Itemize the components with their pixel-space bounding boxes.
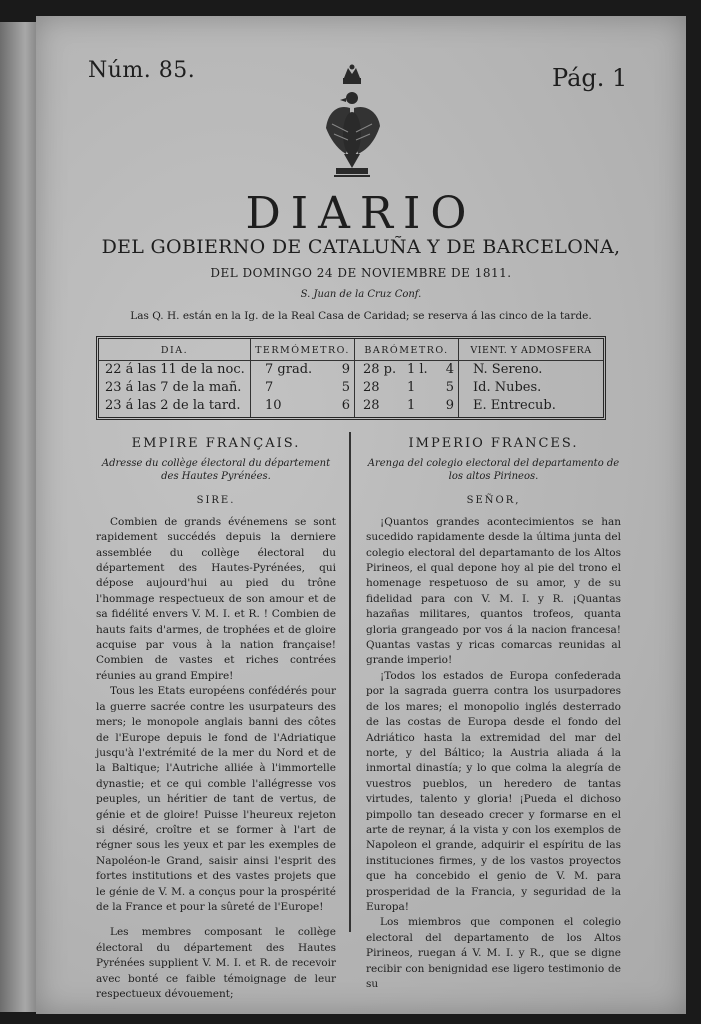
weather-cell: 6 (341, 398, 350, 413)
weather-row (355, 397, 458, 415)
column-heading: EMPIRE FRANÇAIS. (131, 436, 301, 451)
weather-cell: 1 l. (407, 362, 428, 377)
weather-cell: 1 (407, 380, 416, 395)
weather-cell: 22 á las 11 de la noc. (105, 362, 245, 377)
page-number: Pág. 1 (552, 64, 628, 92)
weather-cell: 28 (363, 380, 380, 395)
column-divider (349, 432, 351, 932)
church-notice: Las Q. H. están en la Ig. de la Real Casa de Caridad; se reserva á las cinco de la tarde. (130, 310, 592, 322)
salutation: SEÑOR, (466, 495, 521, 507)
weather-row (355, 361, 458, 379)
weather-cell: Id. Nubes. (473, 380, 542, 395)
weather-cell: 1 (407, 398, 416, 413)
weather-col-viento (459, 339, 603, 417)
weather-row (251, 397, 354, 415)
paragraph: ¡Todos los estados de Europa confederada por la sagrada guerra contra los usurpadores de los mares; el monopolio inglés desterrado de las costas de Europa desde el fondo del Adriático hasta la extremidad del mar del norte, y del Báltico; la Austria aliada á la inmortal dinastía; y lo que colma la alegría de vuestros pueblos, un heredero de tantas virtudes, talento y gloria! ¡Pueda el dichoso pimpollo tan deseado crecer y formarse en el arte de reynar, á la vista y con los exemplos de Napoleon el grande, adquirir el espíritu de las instituciones firmes, y de los vastos proyectos que ha concebido el genio de V. M. para prosperidad de la Francia, y seguridad de la Europa! (366, 669, 621, 913)
weather-cell: 23 á las 7 de la mañ. (105, 380, 242, 395)
weather-row (251, 379, 354, 397)
weather-header: BARÓMETRO. (355, 339, 458, 361)
weather-cell: 7 grad. (265, 362, 313, 377)
french-column (96, 436, 336, 1002)
paragraph: Tous les Etats européens confédérés pour la guerre sacrée contre les usurpateurs des mers; le monopole anglais banni des côtes de l'Europe depuis le fond de l'Adriatique jusqu'à l'extrémité de la mer du Nord et de la Baltique; l'Autriche alliée à l'immortelle dynastie; et ce qui comble l'allégresse vos peuples, un héritier de tant de vertus, de génie et de gloire! Puisse l'heureux rejeton si désiré, croître et se former à l'art de régner sous les yeux et par les exemples de Napoléon-le Grand, saisir ainsi l'esprit des fortes institutions et des vastes projets que le génie de V. M. a conçus pour la prospérité de la France et pour la sûreté de l'Europe! (96, 685, 336, 913)
weather-table (96, 336, 606, 420)
paragraph: Combien de grands événemens se sont rapidement succédés depuis la derniere assemblée du collège électoral du département des Hautes-Pyrénées, qui dépose aujourd'hui au pied du trône l'hommage respectueux de son amour et de sa fidélité envers V. M. I. et R. ! Combien de hauts faits d'armes, de trophées et de gloire acquise par vous à la nation française! Combien de vastes et riches contrées réunies au grand Empire! (96, 515, 336, 682)
weather-header: VIENT. Y ADMOSFERA (459, 339, 603, 361)
saint-of-day: S. Juan de la Cruz Conf. (300, 289, 422, 300)
paragraph: ¡Quantos grandes acontecimientos se han sucedido rapidamente desde la última junta del colegio electoral del departamanto de los Altos Pirineos, el qual depone hoy al pie del trono el homenage respetuoso de su amor, y de su fidelidad para con V. M. I. y R. ¡Quantas hazañas militares, quantos trofeos, quanta gloria grangeado por vos á la nacion francesa! Quantas vastas y ricas comarcas reunidas al grande imperio! (366, 515, 621, 667)
weather-col-dia (99, 339, 251, 417)
weather-cell: 7 (265, 380, 274, 395)
newspaper-subtitle: DEL GOBIERNO DE CATALUÑA Y DE BARCELONA, (101, 236, 621, 258)
paragraph: Los miembros que componen el colegio electoral del departamento de los Altos Pirineos, ruegan á V. M. I. y R., que se digne recibir con benignidad ese ligero testimonio de su (366, 916, 621, 990)
weather-cell: N. Sereno. (473, 362, 543, 377)
weather-cell: 28 p. (363, 362, 397, 377)
weather-cell: 9 (445, 398, 454, 413)
weather-row (251, 361, 354, 379)
weather-cell: 5 (445, 380, 454, 395)
weather-row (355, 379, 458, 397)
weather-cell: E. Entrecub. (473, 398, 556, 413)
weather-cell: 10 (265, 398, 282, 413)
facing-page-edge (0, 22, 38, 1012)
paragraph: Les membres composant le collège électoral du département des Hautes Pyrénées supplient V. M. I. et R. de recevoir avec bonté ce faible témoignage de leur respectueux dévouement; (96, 926, 336, 1000)
column-subheading: Adresse du collège électoral du département des Hautes Pyrénées. (101, 458, 331, 483)
spanish-column (366, 436, 621, 992)
weather-header: TERMÓMETRO. (251, 339, 354, 361)
weather-cell: 4 (445, 362, 454, 377)
issue-number: Núm. 85. (88, 58, 196, 83)
weather-header: DIA. (99, 339, 250, 361)
newspaper-title: DIARIO (245, 188, 477, 239)
newspaper-page (36, 16, 686, 1014)
column-subheading: Arenga del colegio electoral del departamento de los altos Pirineos. (367, 458, 620, 483)
imperial-eagle-icon (322, 64, 382, 186)
weather-cell: 5 (341, 380, 350, 395)
weather-col-thermo (251, 339, 355, 417)
weather-col-baro (355, 339, 459, 417)
weather-cell: 23 á las 2 de la tard. (105, 398, 241, 413)
salutation: SIRE. (196, 495, 236, 507)
weather-cell: 28 (363, 398, 380, 413)
weather-cell: 9 (341, 362, 350, 377)
issue-date: DEL DOMINGO 24 DE NOVIEMBRE DE 1811. (210, 266, 512, 280)
column-heading: IMPERIO FRANCES. (408, 436, 579, 451)
